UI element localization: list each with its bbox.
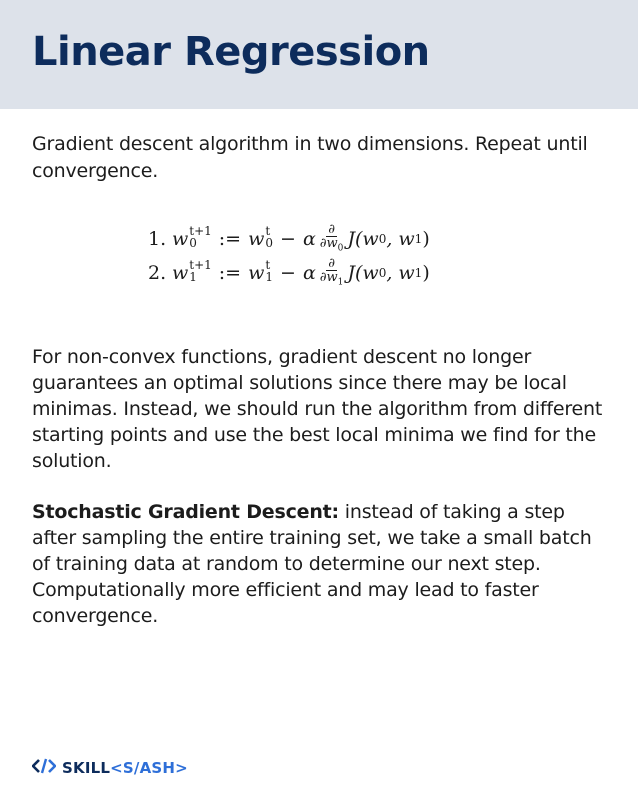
minus-operator: − (280, 228, 296, 250)
weight-indices (265, 225, 273, 249)
fraction-denominator: $\partial w_0$ (319, 235, 344, 254)
logo-text-main: SKILL (62, 759, 111, 777)
superscript: t+1 (189, 224, 212, 238)
partial-derivative (318, 257, 346, 290)
assign-operator: := (218, 228, 242, 250)
alpha-symbol: α (302, 228, 316, 250)
subscript: 0 (189, 236, 197, 250)
subscript: 1 (265, 270, 274, 284)
subscript: 0 (265, 236, 274, 250)
sgd-term: Stochastic Gradient Descent: (32, 501, 339, 523)
assign-operator: := (218, 262, 242, 284)
weight-symbol: w (172, 262, 189, 284)
page-title: Linear Regression (32, 29, 430, 75)
code-slash-icon (32, 758, 62, 778)
cost-function: J(w (347, 228, 379, 250)
equation-row-1: 1. w t+1 0 := w t 0 − α $\frac{\partial}{\partial w_0}$ J(w 0 , w 1 ) (148, 222, 430, 256)
equation-number: 1. (148, 228, 167, 250)
fraction-numerator: ∂ (328, 221, 335, 237)
weight-indices (189, 225, 212, 249)
superscript: t (265, 258, 271, 272)
fraction-denominator: $\partial w_1$ (319, 269, 344, 288)
header-banner (0, 0, 638, 109)
fraction-numerator: ∂ (328, 255, 335, 271)
weight-indices (265, 259, 273, 283)
minus-operator: − (280, 262, 296, 284)
brand-logo (32, 758, 188, 778)
sgd-description: instead of taking a step after sampling the entire training set, we take a small batch of training data at random to determine our next step. Computationally more efficient and may lead to faster convergence. (32, 501, 592, 627)
partial-derivative (318, 223, 346, 256)
weight-symbol: w (248, 228, 265, 250)
nonconvex-paragraph: For non-convex functions, gradient descent no longer guarantees an optimal solutions since there may be local minimas. Instead, we should run the algorithm from different starting points and use the best local minima we find for the solution. (32, 346, 603, 472)
subscript: 1 (189, 270, 197, 284)
intro-text: Gradient descent algorithm in two dimensions. Repeat until convergence. (32, 133, 588, 182)
logo-text-accent: <S/ASH> (110, 759, 188, 777)
weight-symbol: w (172, 228, 189, 250)
alpha-symbol: α (302, 262, 316, 284)
superscript: t+1 (189, 258, 212, 272)
equation-number: 2. (148, 262, 167, 284)
weight-indices (189, 259, 212, 283)
update-equations (148, 222, 430, 290)
weight-symbol: w (248, 262, 265, 284)
cost-function: J(w (347, 262, 379, 284)
superscript: t (265, 224, 271, 238)
sgd-paragraph (32, 499, 612, 629)
equation-row-2: 2. w t+1 1 := w t 1 − α $\frac{\partial}{\partial w_1}$ J(w 0 , w 1 ) (148, 256, 430, 290)
